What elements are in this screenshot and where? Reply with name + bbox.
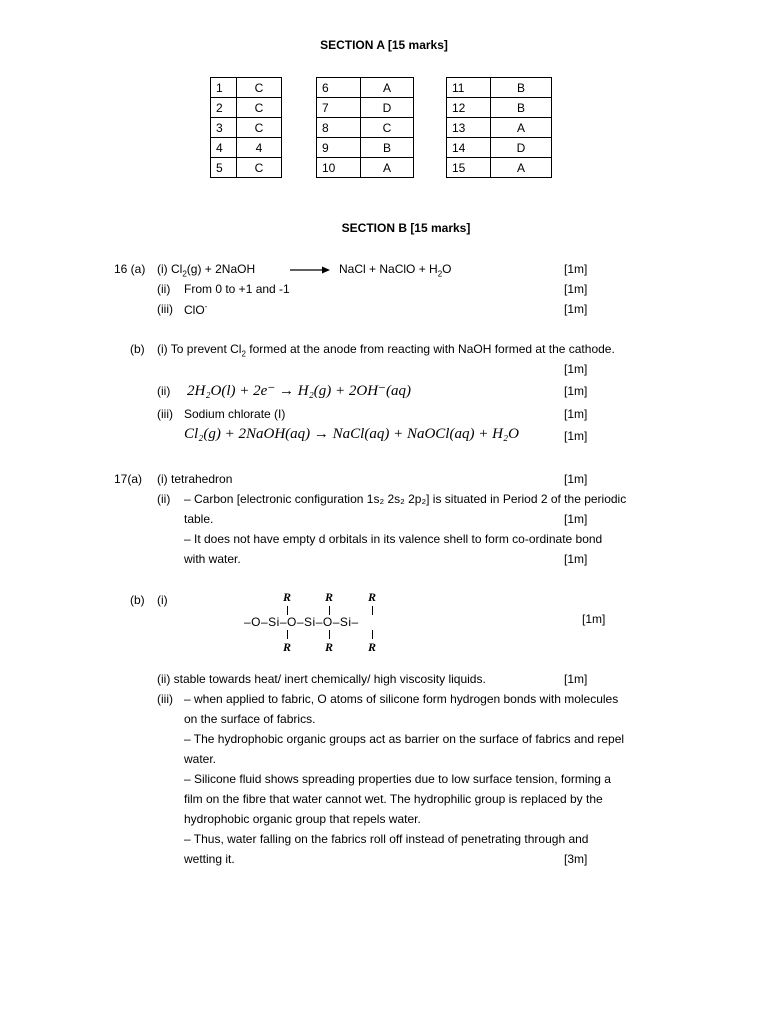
question-number-cell: 6 — [317, 78, 361, 98]
answer-cell: A — [491, 118, 552, 138]
answer-cell: B — [491, 98, 552, 118]
answer-table-2 — [316, 77, 414, 178]
siloxane-chain: –O–Si–O–Si–O–Si– — [244, 615, 359, 629]
bond-bottom-1 — [287, 630, 288, 639]
question-number-cell: 7 — [317, 98, 361, 118]
answer-cell: B — [491, 78, 552, 98]
question-number-cell: 11 — [447, 78, 491, 98]
q17-b-label: (b) — [130, 593, 145, 607]
q17-b3-line: – The hydrophobic organic groups act as barrier on the surface of fabrics and repel — [184, 732, 625, 746]
answer-row — [211, 98, 282, 118]
q16-b3-text: Sodium chlorate (I) — [184, 407, 286, 421]
q17-b3-line: – when applied to fabric, O atoms of silicone form hydrogen bonds with molecules — [184, 692, 619, 706]
q17-b3-line: – Thus, water falling on the fabrics roll off instead of penetrating through and — [184, 832, 589, 846]
answer-row — [211, 78, 282, 98]
q16-b-label: (b) — [130, 342, 145, 356]
q17-a2-line3: – It does not have empty d orbitals in its valence shell to form co-ordinate bond — [184, 532, 603, 546]
question-number-cell: 13 — [447, 118, 491, 138]
q17-a2-mark1: [1m] — [564, 512, 588, 526]
answer-cell: A — [361, 158, 414, 178]
silicone-structure — [244, 590, 404, 654]
bond-top-2 — [329, 606, 330, 615]
q17-b3-mark: [3m] — [564, 852, 588, 866]
question-number-cell: 10 — [317, 158, 361, 178]
q17-b1-mark: [1m] — [582, 612, 606, 626]
q17-a1-text: (i) tetrahedron — [157, 472, 233, 486]
question-number-cell: 5 — [211, 158, 237, 178]
answer-row — [447, 78, 552, 98]
q17-a2-number: (ii) — [157, 492, 171, 506]
bond-top-1 — [287, 606, 288, 615]
q16-b3-number: (iii) — [157, 407, 173, 421]
section-b-title: SECTION B [15 marks] — [341, 221, 471, 235]
q17-b2-text: (ii) stable towards heat/ inert chemically/ high viscosity liquids. — [157, 672, 486, 686]
answer-cell: C — [237, 158, 282, 178]
answer-cell: C — [237, 118, 282, 138]
question-number-cell: 14 — [447, 138, 491, 158]
q16-b1-text: (i) To prevent $Cl_2$ formed at the anode from reacting with NaOH formed at the cathode. — [157, 342, 615, 359]
q17-b3-line: water. — [184, 752, 217, 766]
q17-b3-number: (iii) — [157, 692, 173, 706]
answer-row — [447, 118, 552, 138]
q17-b3-line: on the surface of fabrics. — [184, 712, 316, 726]
question-number-cell: 3 — [211, 118, 237, 138]
q16-b3-mark: [1m] — [564, 407, 588, 421]
q17-a2-line1: – Carbon [electronic configuration 1s₂ 2s₂ 2p₂] is situated in Period 2 of the periodic — [184, 492, 627, 506]
q17-label: 17(a) — [114, 472, 143, 486]
q16-b1-mark: [1m] — [564, 362, 588, 376]
q17-b3-line: wetting it. — [184, 852, 235, 866]
q16-a1-mark: [1m] — [564, 262, 588, 276]
answer-cell: A — [491, 158, 552, 178]
bond-top-3 — [372, 606, 373, 615]
q16-b2-number: (ii) — [157, 384, 171, 398]
q16-a3-number: (iii) — [157, 302, 173, 316]
answer-row — [317, 138, 414, 158]
answer-table-3 — [446, 77, 552, 178]
q17-a2-line4: with water. — [184, 552, 241, 566]
q16-a2-text: From 0 to +1 and -1 — [184, 282, 290, 296]
q17-a2-mark2: [1m] — [564, 552, 588, 566]
answer-cell: B — [361, 138, 414, 158]
answer-row — [211, 138, 282, 158]
question-number-cell: 9 — [317, 138, 361, 158]
answer-cell: A — [361, 78, 414, 98]
q16-a2-mark: [1m] — [564, 282, 588, 296]
answer-row — [317, 158, 414, 178]
r-group-bottom-3: R — [368, 640, 377, 654]
q16-a3-mark: [1m] — [564, 302, 588, 316]
answer-row — [211, 158, 282, 178]
answer-cell: C — [237, 78, 282, 98]
q17-b1-number: (i) — [157, 593, 168, 607]
q16-a3-text: ClO- — [184, 302, 208, 317]
answer-table-1 — [210, 77, 282, 178]
answer-cell: D — [491, 138, 552, 158]
r-group-bottom-2: R — [325, 640, 334, 654]
answer-row — [447, 138, 552, 158]
r-group-top-3: R — [368, 590, 377, 604]
section-a-title: SECTION A [15 marks] — [320, 38, 448, 52]
q17-b2-mark: [1m] — [564, 672, 588, 686]
r-group-top-2: R — [325, 590, 334, 604]
question-number-cell: 8 — [317, 118, 361, 138]
answer-row — [317, 118, 414, 138]
answer-cell: C — [237, 98, 282, 118]
q17-b3-line: hydrophobic organic group that repels water. — [184, 812, 421, 826]
answer-row — [317, 98, 414, 118]
q16-b2-mark: [1m] — [564, 384, 588, 398]
r-group-top-1: R — [283, 590, 292, 604]
q16-b3-equation: Cl₂(g) + 2NaOH(aq) → NaCl(aq) + NaOCl(aq) + H₂O — [184, 426, 519, 442]
q16-label: 16 (a) — [114, 262, 146, 276]
answer-row — [317, 78, 414, 98]
answer-cell: D — [361, 98, 414, 118]
answer-row — [447, 98, 552, 118]
question-number-cell: 2 — [211, 98, 237, 118]
reaction-arrow-icon — [290, 265, 330, 275]
answer-cell: C — [361, 118, 414, 138]
q16-a2-number: (ii) — [157, 282, 171, 296]
q17-a1-mark: [1m] — [564, 472, 588, 486]
q16-b2-equation: 2H₂O(l) + 2e⁻ → H₂(g) + 2OH⁻(aq) — [187, 383, 411, 399]
q16-b3-equation-mark: [1m] — [564, 429, 588, 443]
answer-cell: 4 — [237, 138, 282, 158]
answer-row — [211, 118, 282, 138]
answer-row — [447, 158, 552, 178]
q16-a1-equation-left: (i) $Cl_2(g)$ + 2NaOH — [157, 262, 256, 279]
bond-bottom-3 — [372, 630, 373, 639]
r-group-bottom-1: R — [283, 640, 292, 654]
question-number-cell: 1 — [211, 78, 237, 98]
q17-b3-line: – Silicone fluid shows spreading properties due to low surface tension, forming a — [184, 772, 611, 786]
q17-a2-line2: table. — [184, 512, 214, 526]
q16-a1-equation-right: NaCl + NaClO + $H_2O$ — [339, 262, 452, 279]
question-number-cell: 4 — [211, 138, 237, 158]
question-number-cell: 12 — [447, 98, 491, 118]
q17-b3-line: film on the fibre that water cannot wet. The hydrophilic group is replaced by the — [184, 792, 603, 806]
bond-bottom-2 — [329, 630, 330, 639]
question-number-cell: 15 — [447, 158, 491, 178]
